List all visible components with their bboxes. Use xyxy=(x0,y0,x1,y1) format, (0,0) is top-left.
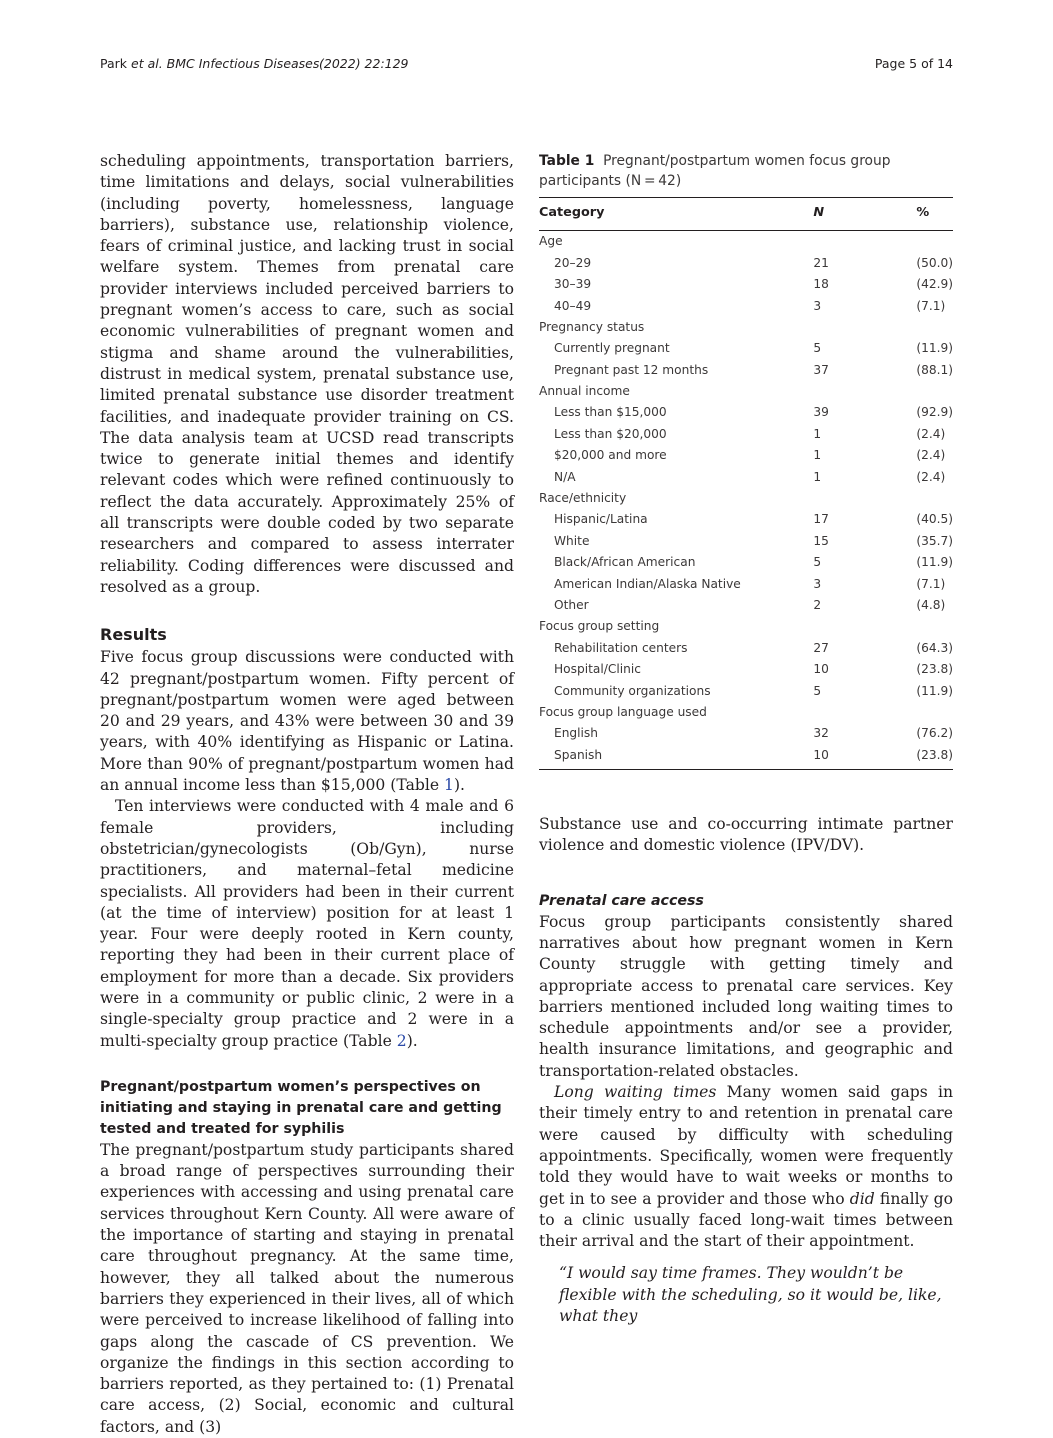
perspectives-paragraph: The pregnant/postpartum study participants shared a broad range of perspectives surrounding their experiences with accessing and using prenatal care services throughout Kern County. All were aware of the importance of starting and staying in prenatal care throughout pregnancy. At the same time, however, they all talked about the numerous barriers they experienced in their lives, all of which were perceived to increase likelihood of falling into gaps along the cascade of CS prevention. We organize the findings in this section according to barriers reported, as they pertained to: (1) Prenatal care access, (2) Social, economic and cultural factors, and (3) xyxy=(100,1140,514,1436)
table-row xyxy=(539,338,953,359)
table-row xyxy=(539,681,953,702)
n-cell: 17 xyxy=(813,512,829,527)
substance-paragraph: Substance use and co-occurring intimate partner violence and domestic violence (IPV/DV). xyxy=(539,815,953,855)
n-cell xyxy=(813,616,916,637)
category-cell: $20,000 and more xyxy=(554,448,667,463)
pct-cell: (40.5) xyxy=(916,512,953,527)
table-row xyxy=(539,295,953,316)
col-header-pct: % xyxy=(916,198,953,231)
pct-cell: (42.9) xyxy=(916,277,953,292)
table-row xyxy=(539,574,953,595)
pct-cell: (50.0) xyxy=(916,255,953,270)
table-row xyxy=(539,360,953,381)
methods-paragraph: scheduling appointments, transportation barriers, time limitations and delays, social vulnerabilities (including poverty, homelessness, language barriers), substance use, relationship violence, fears of criminal justice, and lacking trust in social welfare system. Themes from prenatal care provider interviews included perceived barriers to pregnant women’s access to care, such as social economic vulnerabilities of pregnant women and stigma and shame around the vulnerabilities, distrust in medical system, prenatal substance use, limited prenatal substance use disorder treatment facilities, and inadequate provider training on CS. The data analysis team at UCSD read transcripts twice to generate initial themes and identify relevant codes which were refined continuously to reflect the data accurately. Approximately 25% of all transcripts were double coded by two separate researchers and compared to assess interrater reliability. Coding differences were discussed and resolved as a group. xyxy=(100,152,514,596)
pct-cell: (35.7) xyxy=(916,533,953,548)
n-cell: 3 xyxy=(813,298,822,313)
pct-cell xyxy=(916,381,953,402)
pct-cell xyxy=(916,231,953,253)
right-column xyxy=(539,151,953,1327)
n-cell: 27 xyxy=(813,640,829,655)
n-cell xyxy=(813,702,916,723)
n-cell: 10 xyxy=(813,745,916,770)
n-cell: 1 xyxy=(813,448,822,463)
n-cell xyxy=(813,317,916,338)
pct-cell: (2.4) xyxy=(916,448,946,463)
n-cell xyxy=(813,231,916,253)
table-row xyxy=(539,659,953,680)
prenatal-care-paragraph: Focus group participants consistently shared narratives about how pregnant women in Kern County struggle with getting timely and appropriate access to prenatal care services. Key barriers mentioned included long waiting times to schedule appointments and/or see a provider, health insurance limitations, and geographic and transportation-related obstacles. xyxy=(539,912,953,1080)
participant-quote: “I would say time frames. They wouldn’t be flexible with the scheduling, so it would be, like, what they xyxy=(559,1264,942,1325)
n-cell: 32 xyxy=(813,726,829,741)
n-cell: 39 xyxy=(813,405,829,420)
pct-cell: (11.9) xyxy=(916,555,953,570)
n-cell: 10 xyxy=(813,662,829,677)
n-cell: 37 xyxy=(813,362,829,377)
table-row xyxy=(539,445,953,466)
category-cell: Black/African American xyxy=(554,555,696,570)
pct-cell xyxy=(916,317,953,338)
category-cell: Community organizations xyxy=(554,683,711,698)
table-row xyxy=(539,638,953,659)
pct-cell: (23.8) xyxy=(916,662,953,677)
category-cell: American Indian/Alaska Native xyxy=(554,576,741,591)
pct-cell: (4.8) xyxy=(916,597,946,612)
n-cell: 15 xyxy=(813,533,829,548)
table-row xyxy=(539,402,953,423)
pct-cell: (92.9) xyxy=(916,405,953,420)
table-row xyxy=(539,274,953,295)
table-row xyxy=(539,595,953,616)
category-cell: English xyxy=(554,726,599,741)
category-cell: Rehabilitation centers xyxy=(554,640,688,655)
n-cell xyxy=(813,381,916,402)
table-row xyxy=(539,552,953,573)
category-cell: Currently pregnant xyxy=(554,341,670,356)
category-cell: 30–39 xyxy=(554,277,592,292)
col-header-n: N xyxy=(813,198,916,231)
header-citation: Park et al. BMC Infectious Diseases xyxy=(100,56,320,71)
header-year-volume: (2022) 22:129 xyxy=(319,56,409,71)
group-label-cell: Focus group setting xyxy=(539,619,660,634)
perspectives-subheading: Pregnant/postpartum women’s perspectives on initiating and staying in prenatal care and getting tested and treated for syphilis xyxy=(100,1078,502,1137)
table-header-row xyxy=(539,198,953,231)
category-cell: Hispanic/Latina xyxy=(554,512,648,527)
category-cell: Less than $20,000 xyxy=(554,426,667,441)
category-cell: Less than $15,000 xyxy=(554,405,667,420)
table-caption-text: Pregnant/postpartum women focus group participants (N = 42) xyxy=(539,153,891,189)
table-caption xyxy=(539,151,953,191)
participants-table xyxy=(539,197,953,770)
n-cell: 18 xyxy=(813,277,829,292)
category-cell: Pregnant past 12 months xyxy=(554,362,709,377)
results-paragraph-1: Five focus group discussions were conducted with 42 pregnant/postpartum women. Fifty percent of pregnant/postpartum women were aged between 20 and 29 years, and 43% were between 30 and 39 years, with 40% identifying as Hispanic or Latina. More than 90% of pregnant/postpartum women had an annual income less than $15,000 (Table 1). xyxy=(100,648,514,795)
pct-cell: (23.8) xyxy=(916,745,953,770)
table-row xyxy=(539,745,953,770)
pct-cell: (88.1) xyxy=(916,362,953,377)
results-heading: Results xyxy=(100,625,167,645)
header-page-number: Page 5 of 14 xyxy=(874,56,953,71)
n-cell: 1 xyxy=(813,469,822,484)
n-cell: 21 xyxy=(813,255,829,270)
table-2-link[interactable]: 2 xyxy=(396,1031,407,1050)
n-cell: 1 xyxy=(813,426,822,441)
category-cell: N/A xyxy=(554,469,576,484)
results-paragraph-2: Ten interviews were conducted with 4 male and 6 female providers, including obstetrician/gynecologists (Ob/Gyn), nurse practitioners, and maternal–fetal medicine specialists. All providers had been in their current (at the time of interview) position for at least 1 year. Four were deeply rooted in Kern county, reporting they had been in their current place of employment for more than a decade. Six providers were in a community or public clinic, 2 were in a single-specialty group practice and 2 were in a multi-specialty group practice (Table 2). xyxy=(100,797,514,1050)
pct-cell: (76.2) xyxy=(916,726,953,741)
n-cell: 5 xyxy=(813,683,822,698)
n-cell: 2 xyxy=(813,597,822,612)
group-label-cell: Age xyxy=(539,234,563,249)
table-group-row xyxy=(539,616,953,637)
pct-cell: (11.9) xyxy=(916,341,953,356)
pct-cell xyxy=(916,616,953,637)
group-label-cell: Pregnancy status xyxy=(539,319,645,334)
prenatal-care-access-subheading: Prenatal care access xyxy=(539,892,704,909)
table-group-row xyxy=(539,381,953,402)
pct-cell: (2.4) xyxy=(916,469,946,484)
pct-cell xyxy=(916,488,953,509)
running-header xyxy=(100,56,953,74)
table-row xyxy=(539,509,953,530)
pct-cell: (7.1) xyxy=(916,298,946,313)
category-cell: White xyxy=(554,533,590,548)
pct-cell: (2.4) xyxy=(916,426,946,441)
group-label-cell: Annual income xyxy=(539,384,630,399)
table-body xyxy=(539,231,953,770)
category-cell: Spanish xyxy=(539,745,813,770)
table-1-link[interactable]: 1 xyxy=(444,776,454,795)
table-row xyxy=(539,531,953,552)
left-column xyxy=(100,151,514,1438)
table-group-row xyxy=(539,702,953,723)
category-cell: Hospital/Clinic xyxy=(554,662,641,677)
group-label-cell: Race/ethnicity xyxy=(539,491,627,506)
table-group-row xyxy=(539,231,953,253)
pct-cell: (7.1) xyxy=(916,576,946,591)
n-cell: 5 xyxy=(813,341,822,356)
n-cell: 3 xyxy=(813,576,822,591)
group-label-cell: Focus group language used xyxy=(539,704,707,719)
category-cell: Other xyxy=(554,597,589,612)
table-row xyxy=(539,424,953,445)
pct-cell: (64.3) xyxy=(916,640,953,655)
table-row xyxy=(539,253,953,274)
col-header-category: Category xyxy=(539,198,813,231)
pct-cell xyxy=(916,702,953,723)
long-waiting-runin: Long waiting times xyxy=(554,1083,717,1102)
table-row xyxy=(539,723,953,744)
category-cell: 40–49 xyxy=(554,298,592,313)
category-cell: 20–29 xyxy=(554,255,592,270)
pct-cell: (11.9) xyxy=(916,683,953,698)
table-row xyxy=(539,467,953,488)
n-cell: 5 xyxy=(813,555,822,570)
table-group-row xyxy=(539,317,953,338)
table-group-row xyxy=(539,488,953,509)
n-cell xyxy=(813,488,916,509)
long-waiting-paragraph: Long waiting times Many women said gaps in their timely entry to and retention in prenatal care were caused by difficulty with scheduling appointments. Specifically, women were frequently told they would have to wait weeks or months to get in to see a provider and those who did finally go to a clinic usually faced long-wait times between their arrival and the start of their appointment. xyxy=(539,1083,953,1251)
table-label: Table 1 xyxy=(539,153,595,169)
